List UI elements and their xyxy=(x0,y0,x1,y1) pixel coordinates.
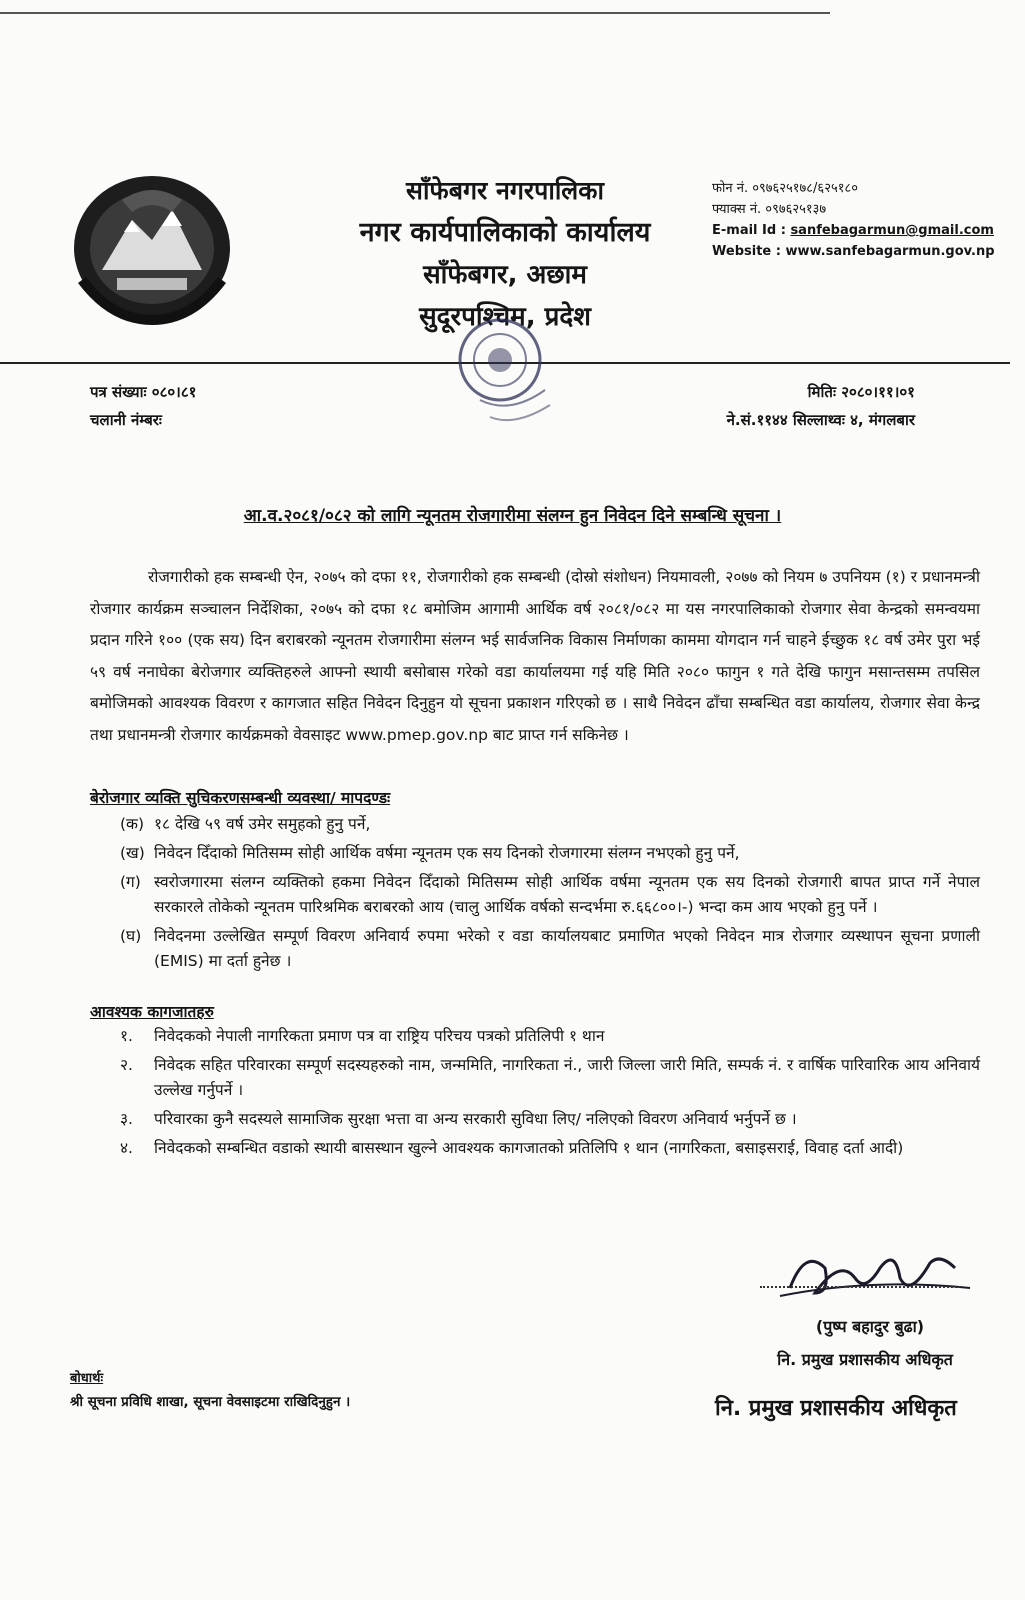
list-item: २. निवेदक सहित परिवारका सम्पूर्ण सदस्यहरुको नाम, जन्ममिति, नागरिकता नं., जारी जिल्ला जारी मिति, सम्पर्क नं. र वार्षिक पारिवारिक आय अनिवार्य उल्लेख गर्नुपर्ने । xyxy=(120,1056,980,1099)
date-block xyxy=(727,378,915,434)
contact-block xyxy=(712,178,995,262)
list-item: (घ) निवेदनमा उल्लेखित सम्पूर्ण विवरण अनिवार्य रुपमा भरेको र वडा कार्यालयबाट प्रमाणित भएको निवेदन मात्र रोजगार व्यस्थापन सूचना प्रणाली (EMIS) मा दर्ता हुनेछ । xyxy=(120,927,980,970)
phone-number: फोन नं. ०९७६२५१७८/६२५१८० xyxy=(712,181,858,196)
signatory-name: (पुष्प बहादुर बुढा) xyxy=(815,1317,925,1336)
criteria-list xyxy=(120,812,980,978)
notice-subject: आ.व.२०८१/०८२ को लागि न्यूनतम रोजगारीमा संलग्न हुन निवेदन दिने सम्बन्धि सूचना । xyxy=(243,506,782,526)
date-bs: मितिः २०८०।११।०१ xyxy=(807,383,915,401)
letter-number: पत्र संख्याः ०८०।८१ xyxy=(90,383,197,401)
list-item: (ग) स्वरोजगारमा संलग्न व्यक्तिको हकमा निवेदन दिँदाको मितिसम्म सोही आर्थिक वर्षमा न्यूनतम एक सय दिनको रोजगारी बापत प्राप्त गर्ने नेपाल सरकारले तोकेको न्यूनतम पारिश्रमिक बराबरको आय (चालु आर्थिक वर्षको सन्दर्भमा रु.६६८००।-) भन्दा कम आय भएको हुनु पर्ने । xyxy=(120,873,980,916)
date-nepal-sambat: ने.सं.११४४ सिल्लाथ्वः ४, मंगलबार xyxy=(726,411,915,429)
list-item: (ख) निवेदन दिँदाको मितिसम्म सोही आर्थिक वर्षमा न्यूनतम एक सय दिनको रोजगारमा संलग्न नभएको हुनु पर्ने, xyxy=(120,844,740,862)
reference-block xyxy=(90,378,196,434)
cc-label: बोधार्थः xyxy=(70,1371,104,1386)
documents-list xyxy=(120,1024,980,1165)
list-item: ३. परिवारका कुनै सदस्यले सामाजिक सुरक्षा भत्ता वा अन्य सरकारी सुविधा लिए/ नलिएको विवरण अनिवार्य भर्नुपर्ने छ । xyxy=(120,1110,797,1128)
signature-line xyxy=(760,1286,960,1288)
cc-text: श्री सूचना प्रविधि शाखा, सूचना वेवसाइटमा राखिदिनुहुन । xyxy=(70,1394,351,1410)
province-name: सुदूरपश्चिम, प्रदेश xyxy=(419,302,591,332)
list-item: (क) १८ देखि ५९ वर्ष उमेर समुहको हुनु पर्ने, xyxy=(120,815,371,833)
dispatch-number: चलानी नंम्बरः xyxy=(90,411,162,429)
top-rule xyxy=(0,12,830,14)
email-line: E-mail Id : sanfebagarmun@gmail.com xyxy=(712,223,994,238)
municipality-name: साँफेबगर नगरपालिका xyxy=(406,176,604,205)
signatory-designation: नि. प्रमुख प्रशासकीय अधिकृत xyxy=(777,1350,953,1369)
office-name: नगर कार्यपालिकाको कार्यालय xyxy=(359,217,651,248)
fax-number: फ्याक्स नं. ०९७६२५१३७ xyxy=(712,202,827,217)
documents-heading: आवश्यक कागजातहरु xyxy=(90,1003,214,1021)
email-link[interactable]: sanfebagarmun@gmail.com xyxy=(790,223,994,238)
list-item: ४. निवेदकको सम्बन्धित वडाको स्थायी बासस्थान खुल्ने आवश्यक कागजातको प्रतिलिपि १ थान (नागरिकता, बसाइसराई, विवाह दर्ता आदी) xyxy=(120,1139,904,1157)
website-line[interactable]: Website : www.sanfebagarmun.gov.np xyxy=(712,244,995,259)
criteria-heading: बेरोजगार व्यक्ति सुचिकरणसम्बन्धी व्यवस्था/ मापदण्डः xyxy=(90,789,391,807)
list-item: १. निवेदकको नेपाली नागरिकता प्रमाण पत्र वा राष्ट्रिय परिचय पत्रको प्रतिलिपी १ थान xyxy=(120,1027,605,1045)
office-stamp-icon xyxy=(420,305,590,445)
designation-stamp: नि. प्रमुख प्रशासकीय अधिकृत xyxy=(715,1396,957,1421)
office-location: साँफेबगर, अछाम xyxy=(423,260,587,290)
signature-icon xyxy=(770,1238,980,1308)
nepal-emblem-icon xyxy=(62,160,242,330)
notice-body: रोजगारीको हक सम्बन्धी ऐन, २०७५ को दफा ११, रोजगारीको हक सम्बन्धी (दोस्रो संशोधन) नियमावली, २०७७ को नियम ७ उपनियम (१) र प्रधानमन्त्री रोजगार कार्यक्रम सञ्चालन निर्देशिका, २०७५ को दफा १८ बमोजिम आगामी आर्थिक वर्ष २०८१/०८२ मा यस नगरपालिकाको रोजगार सेवा केन्द्रको समन्वयमा प्रदान गरिने १०० (एक सय) दिन बराबरको न्यूनतम रोजगारीमा संलग्न भई सार्वजनिक विकास निर्माणका काममा योगदान गर्न चाहने ईच्छुक १८ वर्ष उमेर पुरा भई ५९ वर्ष ननाघेका बेरोजगार व्यक्तिहरुले आफ्नो स्थायी बसोबास गरेको वडा कार्यालयमा गई यहि मिति २०८० फागुन १ गते देखि फागुन मसान्तसम्म तपसिल बमोजिमको आवश्यक विवरण र कागजात सहित निवेदन दिनुहुन यो सूचना प्रकाशन गरिएको छ । साथै निवेदन ढाँचा सम्बन्धित वडा कार्यालय, रोजगार सेवा केन्द्र तथा प्रधानमन्त्री रोजगार कार्यक्रमको वेवसाइट www.pmep.gov.np बाट प्राप्त गर्न सकिनेछ । xyxy=(90,568,980,744)
